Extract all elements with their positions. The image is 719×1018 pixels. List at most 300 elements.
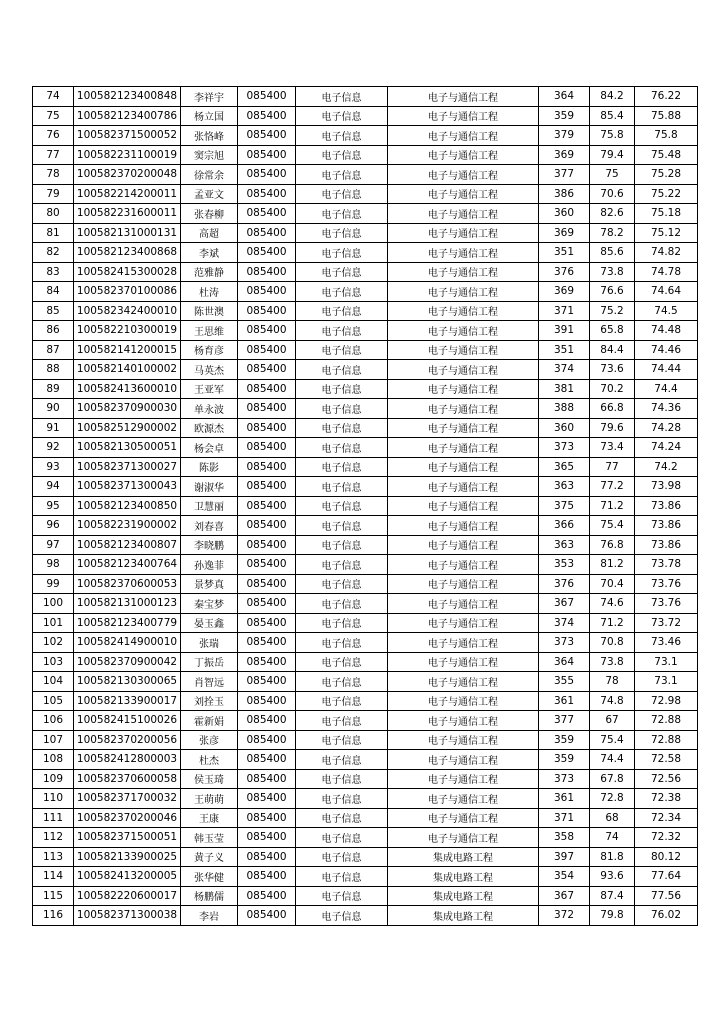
interview-score-cell: 67 (590, 711, 635, 731)
row-number-cell: 102 (33, 633, 74, 653)
exam-score-cell: 359 (539, 730, 590, 750)
direction-name-cell: 电子与通信工程 (388, 87, 539, 107)
candidate-name-cell: 丁振岳 (181, 652, 238, 672)
direction-name-cell: 电子与通信工程 (388, 711, 539, 731)
total-score-cell: 76.02 (635, 906, 698, 926)
candidate-name-cell: 马英杰 (181, 360, 238, 380)
row-number-cell: 107 (33, 730, 74, 750)
program-code-cell: 085400 (238, 613, 296, 633)
exam-score-cell: 363 (539, 535, 590, 555)
direction-name-cell: 电子与通信工程 (388, 262, 539, 282)
exam-score-cell: 355 (539, 672, 590, 692)
candidate-name-cell: 黄子义 (181, 847, 238, 867)
table-row (33, 906, 698, 926)
candidate-name-cell: 刘春喜 (181, 516, 238, 536)
table-row (33, 360, 698, 380)
interview-score-cell: 70.8 (590, 633, 635, 653)
candidate-name-cell: 张恪峰 (181, 126, 238, 146)
interview-score-cell: 76.8 (590, 535, 635, 555)
field-name-cell: 电子信息 (296, 418, 388, 438)
candidate-id-cell: 100582370200046 (74, 808, 181, 828)
interview-score-cell: 75.8 (590, 126, 635, 146)
candidate-id-cell: 100582415300028 (74, 262, 181, 282)
interview-score-cell: 82.6 (590, 204, 635, 224)
total-score-cell: 75.28 (635, 165, 698, 185)
total-score-cell: 74.64 (635, 282, 698, 302)
interview-score-cell: 73.8 (590, 262, 635, 282)
direction-name-cell: 电子与通信工程 (388, 360, 539, 380)
total-score-cell: 76.22 (635, 87, 698, 107)
interview-score-cell: 74.8 (590, 691, 635, 711)
total-score-cell: 73.86 (635, 535, 698, 555)
table-row (33, 262, 698, 282)
results-table-body (33, 87, 698, 926)
candidate-name-cell: 秦宝梦 (181, 594, 238, 614)
direction-name-cell: 集成电路工程 (388, 886, 539, 906)
direction-name-cell: 电子与通信工程 (388, 574, 539, 594)
direction-name-cell: 电子与通信工程 (388, 457, 539, 477)
program-code-cell: 085400 (238, 633, 296, 653)
program-code-cell: 085400 (238, 652, 296, 672)
total-score-cell: 73.78 (635, 555, 698, 575)
interview-score-cell: 93.6 (590, 867, 635, 887)
candidate-name-cell: 侯玉琦 (181, 769, 238, 789)
table-row (33, 613, 698, 633)
row-number-cell: 81 (33, 223, 74, 243)
candidate-name-cell: 霍新娟 (181, 711, 238, 731)
field-name-cell: 电子信息 (296, 301, 388, 321)
table-row (33, 301, 698, 321)
table-row (33, 399, 698, 419)
exam-score-cell: 364 (539, 652, 590, 672)
program-code-cell: 085400 (238, 106, 296, 126)
field-name-cell: 电子信息 (296, 516, 388, 536)
exam-score-cell: 367 (539, 594, 590, 614)
total-score-cell: 73.76 (635, 594, 698, 614)
candidate-id-cell: 100582370600058 (74, 769, 181, 789)
interview-score-cell: 75.4 (590, 516, 635, 536)
field-name-cell: 电子信息 (296, 711, 388, 731)
field-name-cell: 电子信息 (296, 106, 388, 126)
direction-name-cell: 电子与通信工程 (388, 730, 539, 750)
total-score-cell: 74.24 (635, 438, 698, 458)
candidate-name-cell: 卫慧丽 (181, 496, 238, 516)
results-table (32, 86, 698, 926)
program-code-cell: 085400 (238, 750, 296, 770)
field-name-cell: 电子信息 (296, 886, 388, 906)
interview-score-cell: 67.8 (590, 769, 635, 789)
table-row (33, 535, 698, 555)
total-score-cell: 73.46 (635, 633, 698, 653)
direction-name-cell: 电子与通信工程 (388, 828, 539, 848)
row-number-cell: 98 (33, 555, 74, 575)
program-code-cell: 085400 (238, 808, 296, 828)
field-name-cell: 电子信息 (296, 867, 388, 887)
direction-name-cell: 电子与通信工程 (388, 750, 539, 770)
interview-score-cell: 71.2 (590, 613, 635, 633)
direction-name-cell: 电子与通信工程 (388, 184, 539, 204)
candidate-id-cell: 100582123400764 (74, 555, 181, 575)
interview-score-cell: 84.4 (590, 340, 635, 360)
row-number-cell: 94 (33, 477, 74, 497)
direction-name-cell: 电子与通信工程 (388, 379, 539, 399)
row-number-cell: 103 (33, 652, 74, 672)
direction-name-cell: 电子与通信工程 (388, 223, 539, 243)
row-number-cell: 109 (33, 769, 74, 789)
table-row (33, 418, 698, 438)
candidate-id-cell: 100582131000131 (74, 223, 181, 243)
candidate-name-cell: 高超 (181, 223, 238, 243)
program-code-cell: 085400 (238, 126, 296, 146)
table-row (33, 457, 698, 477)
interview-score-cell: 85.4 (590, 106, 635, 126)
interview-score-cell: 79.6 (590, 418, 635, 438)
direction-name-cell: 电子与通信工程 (388, 769, 539, 789)
table-row (33, 633, 698, 653)
candidate-id-cell: 100582123400786 (74, 106, 181, 126)
field-name-cell: 电子信息 (296, 87, 388, 107)
candidate-id-cell: 100582133900025 (74, 847, 181, 867)
program-code-cell: 085400 (238, 769, 296, 789)
table-row (33, 594, 698, 614)
candidate-name-cell: 李祥宇 (181, 87, 238, 107)
candidate-id-cell: 100582371700032 (74, 789, 181, 809)
row-number-cell: 82 (33, 243, 74, 263)
field-name-cell: 电子信息 (296, 750, 388, 770)
candidate-id-cell: 100582231100019 (74, 145, 181, 165)
direction-name-cell: 电子与通信工程 (388, 594, 539, 614)
candidate-id-cell: 100582141200015 (74, 340, 181, 360)
interview-score-cell: 79.8 (590, 906, 635, 926)
direction-name-cell: 电子与通信工程 (388, 633, 539, 653)
candidate-name-cell: 王亚军 (181, 379, 238, 399)
candidate-name-cell: 孙逸菲 (181, 555, 238, 575)
row-number-cell: 112 (33, 828, 74, 848)
table-row (33, 204, 698, 224)
candidate-id-cell: 100582210300019 (74, 321, 181, 341)
row-number-cell: 101 (33, 613, 74, 633)
interview-score-cell: 75 (590, 165, 635, 185)
direction-name-cell: 电子与通信工程 (388, 340, 539, 360)
exam-score-cell: 373 (539, 438, 590, 458)
direction-name-cell: 集成电路工程 (388, 906, 539, 926)
candidate-id-cell: 100582214200011 (74, 184, 181, 204)
exam-score-cell: 386 (539, 184, 590, 204)
row-number-cell: 84 (33, 282, 74, 302)
program-code-cell: 085400 (238, 457, 296, 477)
candidate-name-cell: 杨鹏儒 (181, 886, 238, 906)
program-code-cell: 085400 (238, 594, 296, 614)
total-score-cell: 75.12 (635, 223, 698, 243)
interview-score-cell: 77.2 (590, 477, 635, 497)
exam-score-cell: 391 (539, 321, 590, 341)
field-name-cell: 电子信息 (296, 789, 388, 809)
direction-name-cell: 电子与通信工程 (388, 145, 539, 165)
program-code-cell: 085400 (238, 672, 296, 692)
exam-score-cell: 397 (539, 847, 590, 867)
program-code-cell: 085400 (238, 184, 296, 204)
table-row (33, 243, 698, 263)
program-code-cell: 085400 (238, 789, 296, 809)
direction-name-cell: 电子与通信工程 (388, 672, 539, 692)
total-score-cell: 73.86 (635, 496, 698, 516)
candidate-id-cell: 100582133900017 (74, 691, 181, 711)
candidate-id-cell: 100582131000123 (74, 594, 181, 614)
direction-name-cell: 电子与通信工程 (388, 496, 539, 516)
total-score-cell: 73.72 (635, 613, 698, 633)
interview-score-cell: 76.6 (590, 282, 635, 302)
candidate-id-cell: 100582123400848 (74, 87, 181, 107)
candidate-name-cell: 杨会卓 (181, 438, 238, 458)
row-number-cell: 93 (33, 457, 74, 477)
row-number-cell: 114 (33, 867, 74, 887)
interview-score-cell: 73.8 (590, 652, 635, 672)
direction-name-cell: 电子与通信工程 (388, 399, 539, 419)
exam-score-cell: 361 (539, 691, 590, 711)
exam-score-cell: 376 (539, 574, 590, 594)
field-name-cell: 电子信息 (296, 691, 388, 711)
field-name-cell: 电子信息 (296, 165, 388, 185)
field-name-cell: 电子信息 (296, 535, 388, 555)
exam-score-cell: 388 (539, 399, 590, 419)
total-score-cell: 72.34 (635, 808, 698, 828)
field-name-cell: 电子信息 (296, 574, 388, 594)
field-name-cell: 电子信息 (296, 399, 388, 419)
table-row (33, 808, 698, 828)
candidate-name-cell: 范雅静 (181, 262, 238, 282)
candidate-id-cell: 100582414900010 (74, 633, 181, 653)
row-number-cell: 78 (33, 165, 74, 185)
table-row (33, 496, 698, 516)
interview-score-cell: 84.2 (590, 87, 635, 107)
exam-score-cell: 372 (539, 906, 590, 926)
direction-name-cell: 电子与通信工程 (388, 555, 539, 575)
direction-name-cell: 电子与通信工程 (388, 165, 539, 185)
candidate-name-cell: 陈影 (181, 457, 238, 477)
exam-score-cell: 371 (539, 808, 590, 828)
row-number-cell: 83 (33, 262, 74, 282)
interview-score-cell: 73.6 (590, 360, 635, 380)
row-number-cell: 95 (33, 496, 74, 516)
interview-score-cell: 74 (590, 828, 635, 848)
candidate-id-cell: 100582371500051 (74, 828, 181, 848)
field-name-cell: 电子信息 (296, 808, 388, 828)
program-code-cell: 085400 (238, 145, 296, 165)
total-score-cell: 72.88 (635, 730, 698, 750)
program-code-cell: 085400 (238, 496, 296, 516)
program-code-cell: 085400 (238, 828, 296, 848)
candidate-id-cell: 100582130500051 (74, 438, 181, 458)
field-name-cell: 电子信息 (296, 730, 388, 750)
interview-score-cell: 81.8 (590, 847, 635, 867)
candidate-name-cell: 窦宗旭 (181, 145, 238, 165)
row-number-cell: 79 (33, 184, 74, 204)
table-row (33, 867, 698, 887)
program-code-cell: 085400 (238, 282, 296, 302)
candidate-name-cell: 王康 (181, 808, 238, 828)
candidate-id-cell: 100582342400010 (74, 301, 181, 321)
total-score-cell: 74.46 (635, 340, 698, 360)
candidate-name-cell: 肖智远 (181, 672, 238, 692)
row-number-cell: 80 (33, 204, 74, 224)
candidate-id-cell: 100582231600011 (74, 204, 181, 224)
program-code-cell: 085400 (238, 165, 296, 185)
program-code-cell: 085400 (238, 243, 296, 263)
table-row (33, 165, 698, 185)
table-row (33, 672, 698, 692)
program-code-cell: 085400 (238, 477, 296, 497)
table-row (33, 438, 698, 458)
candidate-id-cell: 100582415100026 (74, 711, 181, 731)
table-row (33, 769, 698, 789)
exam-score-cell: 366 (539, 516, 590, 536)
direction-name-cell: 电子与通信工程 (388, 243, 539, 263)
total-score-cell: 72.58 (635, 750, 698, 770)
interview-score-cell: 70.2 (590, 379, 635, 399)
field-name-cell: 电子信息 (296, 282, 388, 302)
candidate-name-cell: 孟亚文 (181, 184, 238, 204)
exam-score-cell: 374 (539, 360, 590, 380)
field-name-cell: 电子信息 (296, 477, 388, 497)
field-name-cell: 电子信息 (296, 496, 388, 516)
table-row (33, 555, 698, 575)
row-number-cell: 105 (33, 691, 74, 711)
exam-score-cell: 359 (539, 106, 590, 126)
field-name-cell: 电子信息 (296, 126, 388, 146)
candidate-name-cell: 刘拴玉 (181, 691, 238, 711)
program-code-cell: 085400 (238, 906, 296, 926)
candidate-id-cell: 100582370100086 (74, 282, 181, 302)
program-code-cell: 085400 (238, 262, 296, 282)
program-code-cell: 085400 (238, 691, 296, 711)
exam-score-cell: 360 (539, 204, 590, 224)
field-name-cell: 电子信息 (296, 847, 388, 867)
total-score-cell: 75.48 (635, 145, 698, 165)
program-code-cell: 085400 (238, 321, 296, 341)
table-row (33, 652, 698, 672)
direction-name-cell: 电子与通信工程 (388, 418, 539, 438)
field-name-cell: 电子信息 (296, 184, 388, 204)
direction-name-cell: 电子与通信工程 (388, 789, 539, 809)
table-row (33, 145, 698, 165)
direction-name-cell: 电子与通信工程 (388, 301, 539, 321)
candidate-id-cell: 100582130300065 (74, 672, 181, 692)
table-row (33, 574, 698, 594)
total-score-cell: 74.44 (635, 360, 698, 380)
total-score-cell: 72.56 (635, 769, 698, 789)
table-row (33, 477, 698, 497)
exam-score-cell: 381 (539, 379, 590, 399)
direction-name-cell: 电子与通信工程 (388, 438, 539, 458)
field-name-cell: 电子信息 (296, 555, 388, 575)
total-score-cell: 75.88 (635, 106, 698, 126)
candidate-name-cell: 欧源杰 (181, 418, 238, 438)
row-number-cell: 77 (33, 145, 74, 165)
exam-score-cell: 377 (539, 165, 590, 185)
candidate-id-cell: 100582231900002 (74, 516, 181, 536)
row-number-cell: 111 (33, 808, 74, 828)
direction-name-cell: 集成电路工程 (388, 847, 539, 867)
program-code-cell: 085400 (238, 223, 296, 243)
interview-score-cell: 70.4 (590, 574, 635, 594)
interview-score-cell: 74.4 (590, 750, 635, 770)
direction-name-cell: 电子与通信工程 (388, 808, 539, 828)
program-code-cell: 085400 (238, 516, 296, 536)
total-score-cell: 72.88 (635, 711, 698, 731)
table-row (33, 223, 698, 243)
program-code-cell: 085400 (238, 847, 296, 867)
table-row (33, 730, 698, 750)
program-code-cell: 085400 (238, 574, 296, 594)
program-code-cell: 085400 (238, 204, 296, 224)
direction-name-cell: 电子与通信工程 (388, 282, 539, 302)
field-name-cell: 电子信息 (296, 672, 388, 692)
total-score-cell: 73.86 (635, 516, 698, 536)
exam-score-cell: 373 (539, 769, 590, 789)
row-number-cell: 97 (33, 535, 74, 555)
direction-name-cell: 电子与通信工程 (388, 516, 539, 536)
field-name-cell: 电子信息 (296, 457, 388, 477)
field-name-cell: 电子信息 (296, 906, 388, 926)
exam-score-cell: 369 (539, 223, 590, 243)
candidate-name-cell: 谢淑华 (181, 477, 238, 497)
exam-score-cell: 354 (539, 867, 590, 887)
table-row (33, 184, 698, 204)
table-row (33, 126, 698, 146)
row-number-cell: 92 (33, 438, 74, 458)
interview-score-cell: 68 (590, 808, 635, 828)
total-score-cell: 74.82 (635, 243, 698, 263)
row-number-cell: 86 (33, 321, 74, 341)
field-name-cell: 电子信息 (296, 340, 388, 360)
interview-score-cell: 65.8 (590, 321, 635, 341)
field-name-cell: 电子信息 (296, 223, 388, 243)
table-row (33, 516, 698, 536)
total-score-cell: 75.8 (635, 126, 698, 146)
row-number-cell: 90 (33, 399, 74, 419)
candidate-id-cell: 100582512900002 (74, 418, 181, 438)
field-name-cell: 电子信息 (296, 594, 388, 614)
exam-score-cell: 371 (539, 301, 590, 321)
interview-score-cell: 70.6 (590, 184, 635, 204)
direction-name-cell: 电子与通信工程 (388, 477, 539, 497)
table-row (33, 711, 698, 731)
candidate-id-cell: 100582370900030 (74, 399, 181, 419)
exam-score-cell: 369 (539, 282, 590, 302)
program-code-cell: 085400 (238, 535, 296, 555)
interview-score-cell: 78 (590, 672, 635, 692)
interview-score-cell: 66.8 (590, 399, 635, 419)
exam-score-cell: 364 (539, 87, 590, 107)
candidate-name-cell: 王思维 (181, 321, 238, 341)
row-number-cell: 106 (33, 711, 74, 731)
row-number-cell: 74 (33, 87, 74, 107)
candidate-id-cell: 100582370900042 (74, 652, 181, 672)
candidate-id-cell: 100582123400868 (74, 243, 181, 263)
exam-score-cell: 373 (539, 633, 590, 653)
candidate-name-cell: 杜涛 (181, 282, 238, 302)
table-row (33, 282, 698, 302)
row-number-cell: 75 (33, 106, 74, 126)
candidate-name-cell: 李岩 (181, 906, 238, 926)
exam-score-cell: 365 (539, 457, 590, 477)
interview-score-cell: 79.4 (590, 145, 635, 165)
interview-score-cell: 85.6 (590, 243, 635, 263)
total-score-cell: 74.48 (635, 321, 698, 341)
candidate-name-cell: 杨育彦 (181, 340, 238, 360)
interview-score-cell: 77 (590, 457, 635, 477)
table-row (33, 750, 698, 770)
